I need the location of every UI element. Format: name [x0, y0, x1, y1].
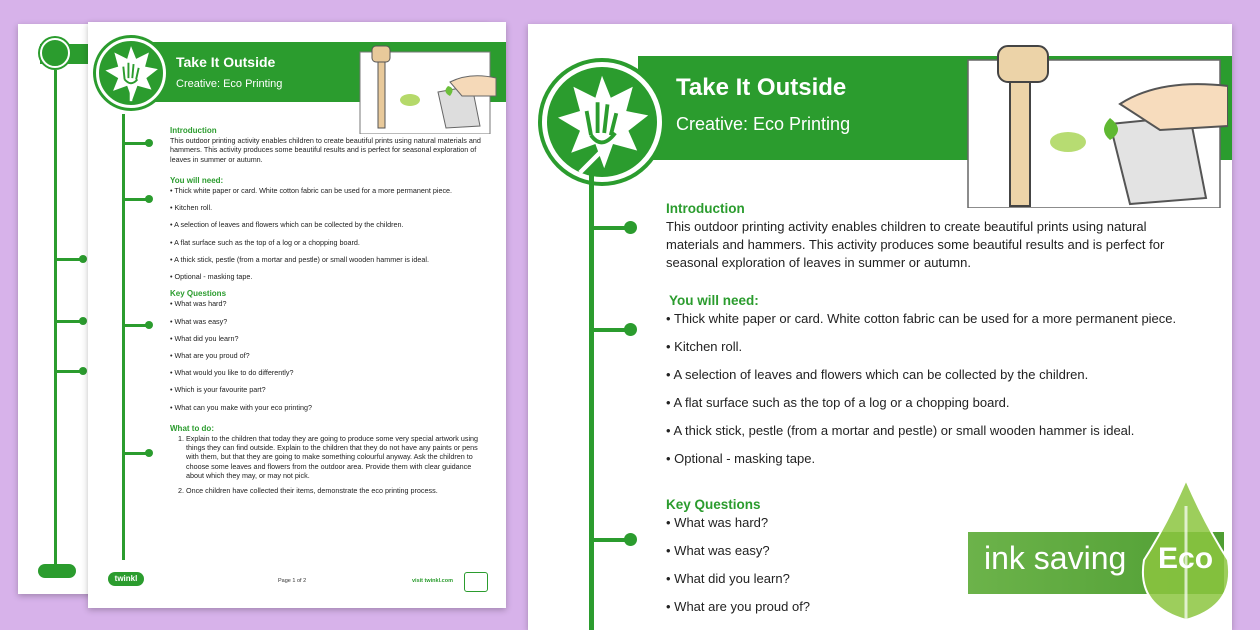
introduction-text: [666, 218, 1206, 272]
hammer-printing-illustration-icon: [960, 38, 1228, 208]
timeline-node: [122, 198, 150, 201]
back-timeline-node: [54, 370, 84, 373]
introduction-line: materials and hammers. This activity produces some beautiful results and is perfect for: [666, 237, 1165, 252]
leaf-hand-logo-icon: [96, 38, 166, 108]
timeline-node: [589, 328, 633, 332]
list-item: • A flat surface such as the top of a log or a chopping board.: [666, 394, 1206, 412]
list-item: • Optional - masking tape.: [170, 272, 490, 281]
list-item: • A thick stick, pestle (from a mortar and pestle) or small wooden hammer is ideal.: [666, 422, 1206, 440]
timeline-node: [122, 142, 150, 145]
page-title: Take It Outside: [176, 54, 276, 70]
you-will-need-heading: You will need:: [170, 175, 224, 185]
list-item: • Thick white paper or card. White cotton fabric can be used for a more permanent piece.: [666, 310, 1206, 328]
back-timeline-node: [54, 258, 84, 261]
list-item: • What would you like to do differently?: [170, 368, 490, 377]
list-item: • What was easy?: [170, 317, 490, 326]
list-item: • What was hard?: [666, 514, 1206, 532]
list-item: 1. Explain to the children that today they are going to produce some very special artwork using things they can find outside. Explain to the children that they do not have any paints or pens with them, but that they are going to make something colourful anyway. Ask the children to choose some leaves and flowers from the outdoor area. Provide them with clear guidance about which they may, or may not pick.: [186, 434, 490, 480]
page-preview-small: [88, 22, 506, 608]
list-item: • What are you proud of?: [666, 598, 1206, 616]
page-subtitle: Creative: Eco Printing: [176, 78, 283, 90]
list-item: • Thick white paper or card. White cotton fabric can be used for a more permanent piece.: [170, 186, 490, 195]
list-item: • Optional - masking tape.: [666, 450, 1206, 468]
list-item: • A thick stick, pestle (from a mortar and pestle) or small wooden hammer is ideal.: [170, 255, 490, 264]
list-item: • What can you make with your eco printing?: [170, 403, 490, 412]
list-item: • Kitchen roll.: [170, 203, 490, 212]
eco-label: Eco: [1158, 542, 1214, 575]
introduction-line: This outdoor printing activity enables children to create beautiful prints using natural: [666, 219, 1147, 234]
list-item: • A selection of leaves and flowers which can be collected by the children.: [170, 220, 490, 229]
list-item: • What was easy?: [666, 542, 1206, 560]
you-will-need-list: [170, 186, 490, 281]
you-will-need-list: [666, 310, 1206, 468]
timeline-node: [589, 538, 633, 542]
key-questions-heading: Key Questions: [666, 497, 761, 512]
timeline: [589, 174, 594, 630]
page-title: Take It Outside: [676, 74, 847, 101]
back-timeline-node: [54, 320, 84, 323]
visit-link[interactable]: visit twinkl.com: [412, 578, 453, 584]
list-item: • What are you proud of?: [170, 351, 490, 360]
timeline: [122, 114, 125, 560]
key-questions-list: [170, 299, 490, 411]
timeline-node: [122, 324, 150, 327]
hammer-printing-illustration-icon: [350, 42, 500, 134]
what-to-do-list: [186, 434, 490, 495]
quality-badge-icon: [464, 572, 488, 592]
twinkl-logo: twinkl: [108, 572, 144, 586]
you-will-need-heading: You will need:: [669, 293, 759, 308]
page-subtitle: Creative: Eco Printing: [676, 114, 851, 134]
back-leaf-logo-icon: [40, 38, 70, 68]
list-item: • What did you learn?: [170, 334, 490, 343]
page-content: [170, 126, 490, 501]
introduction-heading: Introduction: [666, 201, 745, 216]
introduction-line: seasonal exploration of leaves in summer or autumn.: [666, 255, 971, 270]
back-twinkl-logo-icon: [38, 564, 76, 578]
introduction-text: This outdoor printing activity enables children to create beautiful prints using natural materials and hammers. This activity produces some beautiful results and is perfect for seasonal exploration of leaves in summer or autumn.: [170, 136, 481, 164]
timeline-node: [122, 452, 150, 455]
page-number: Page 1 of 2: [278, 578, 307, 584]
list-item: • A flat surface such as the top of a log or a chopping board.: [170, 238, 490, 247]
what-to-do-heading: What to do:: [170, 423, 214, 433]
ink-saving-label: ink saving: [984, 540, 1127, 576]
list-item: • What did you learn?: [666, 570, 1206, 588]
list-item: 2. Once children have collected their items, demonstrate the eco printing process.: [186, 486, 490, 495]
key-questions-heading: Key Questions: [170, 289, 227, 299]
timeline-node: [589, 226, 633, 230]
list-item: • Kitchen roll.: [666, 338, 1206, 356]
list-item: • A selection of leaves and flowers which can be collected by the children.: [666, 366, 1206, 384]
leaf-hand-logo-icon: [542, 62, 662, 182]
list-item: • Which is your favourite part?: [170, 385, 490, 394]
list-item: • What was hard?: [170, 299, 490, 308]
introduction-heading: Introduction: [170, 126, 217, 135]
